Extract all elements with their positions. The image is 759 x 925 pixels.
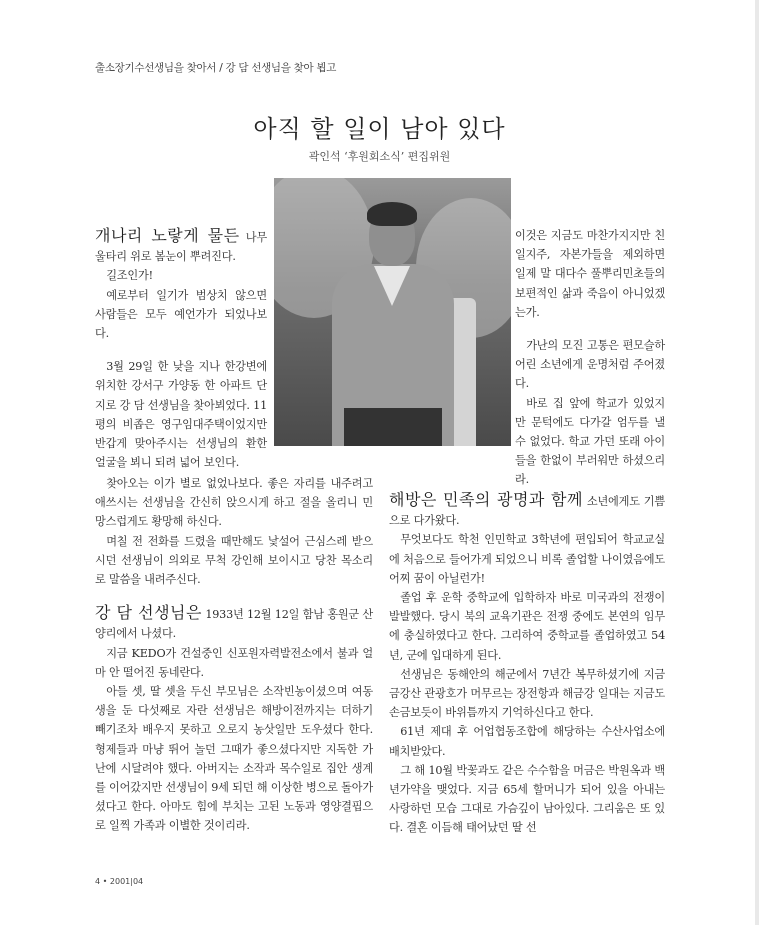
- section-paragraph: 해방은 민족의 광명과 함께 소년에게도 기쁨으로 다가왔다.: [389, 490, 666, 528]
- paragraph: 며칠 전 전화를 드렸을 때만해도 낯설어 근심스레 받으시던 선생님이 의외로 무척 강인해 보이시고 당찬 목소리로 말씀을 내려주신다.: [95, 534, 373, 587]
- article-title: 아직 할 일이 남아 있다: [253, 115, 506, 143]
- section-heading: 강 담 선생님은: [95, 603, 202, 623]
- lede-paragraph: 개나리 노랗게 물든 나무울타리 위로 봄눈이 뿌려진다.: [95, 226, 267, 264]
- paragraph: 선생님은 동해안의 해군에서 7년간 복무하셨기에 지금 금강산 관광호가 머무르는 장전항과 해금강 일대는 지금도 손금보듯이 바위틈까지 기억하신다고 한다.: [389, 667, 665, 720]
- paragraph: 무엇보다도 학천 인민학교 3학년에 편입되어 학교교실에 처음으로 들어가게 되었으니 비록 졸업할 나이였음에도 어찌 꿈이 아닐런가!: [389, 533, 665, 585]
- section-paragraph: 강 담 선생님은 1933년 12월 12일 함남 홍원군 산양리에서 나셨다.: [95, 603, 373, 641]
- left-column-bottom: [95, 474, 373, 836]
- running-header: 출소장기수선생님을 찾아서 / 강 담 선생님을 찾아 뵙고: [95, 62, 337, 74]
- page-footer: 4 • 2001|04: [95, 877, 144, 886]
- paragraph: 지금 KEDO가 건설중인 신포원자력발전소에서 불과 얼마 안 떨어진 동네란다.: [95, 646, 373, 679]
- paragraph: 길조인가!: [106, 269, 153, 283]
- paragraph: 61년 제대 후 어업협동조합에 해당하는 수산사업소에 배치받았다.: [389, 725, 665, 758]
- right-column-bottom: [389, 490, 665, 838]
- paragraph: 바로 집 앞에 학교가 있었지만 문턱에도 다가갈 엄두를 낼 수 없었다. 학교 가던 또래 아이들을 한없이 부러워만 하셨으리라.: [515, 396, 665, 487]
- paragraph: 찾아오는 이가 별로 없었나보다. 좋은 자리를 내주려고 애쓰시는 선생님을 간신히 앉으시게 하고 절을 올리니 민망스럽게도 황망해 하신다.: [95, 477, 373, 529]
- person-hair: [367, 202, 417, 226]
- right-column-top: [515, 226, 665, 490]
- paragraph: 이것은 지금도 마찬가지지만 친일지주, 자본가들을 제외하면 일제 말 대다수 풀뿌리민초들의 보편적인 삶과 죽음이 아니었겠는가.: [515, 229, 665, 319]
- left-column-top: [95, 226, 267, 472]
- byline: 곽인석 ‘후원회소식’ 편집위원: [308, 150, 451, 163]
- paragraph: 3월 29일 한 낮을 지나 한강변에 위치한 강서구 가양동 한 아파트 단지로 강 담 선생님을 찾아뵈었다. 11평의 비좁은 영구임대주택이었지만 반갑게 맞아주시는 선생님의 환한 얼굴을 뵈니 되려 넓어 보인다.: [95, 360, 267, 470]
- portrait-photo: [274, 178, 511, 446]
- paragraph: 그 해 10월 박꽃과도 같은 수수함을 머금은 박원옥과 백년가약을 맺었다. 지금 65세 할머니가 되어 있을 아내는 사랑하던 모습 그대로 가슴깊이 남아있다. 그리움은 또 있다. 결혼 이듬해 태어났던 딸 선: [389, 763, 665, 835]
- paragraph: 졸업 후 운학 중학교에 입학하자 바로 미국과의 전쟁이 발발했다. 당시 북의 교육기관은 전쟁 중에도 본연의 임무에 충실하였다고 한다. 그리하여 중학교를 졸업하였고 54년, 군에 입대하게 된다.: [389, 591, 665, 662]
- person-pants: [344, 408, 442, 446]
- paragraph: 가난의 모진 고통은 편모슬하 어린 소년에게 운명처럼 주어졌다.: [515, 339, 665, 391]
- lede-heading: 개나리 노랗게 물든: [95, 226, 240, 245]
- paragraph: 아들 셋, 딸 셋을 두신 부모님은 소작빈농이셨으며 여동생을 둔 다섯째로 자란 선생님은 해방이전까지는 더하기 빼기조차 배우지 못하고 오로지 농삿일만 도우셨다 한다. 형제들과 마냥 뛰어 놀던 그때가 좋으셨다지만 지독한 가난에 시달려야 했다. 아버지는 소작과 목수일로 집안 생계를 이어갔지만 선생님이 9세 되던 해 이상한 병으로 돌아가셨다고 한다. 아마도 힘에 부치는 고된 노동과 영양결핍으로 일찍 가족과 이별한 것이리라.: [95, 685, 373, 833]
- paragraph: 예로부터 일기가 범상치 않으면 사람들은 모두 예언가가 되었나보다.: [95, 288, 267, 341]
- section-heading: 해방은 민족의 광명과 함께: [389, 490, 583, 509]
